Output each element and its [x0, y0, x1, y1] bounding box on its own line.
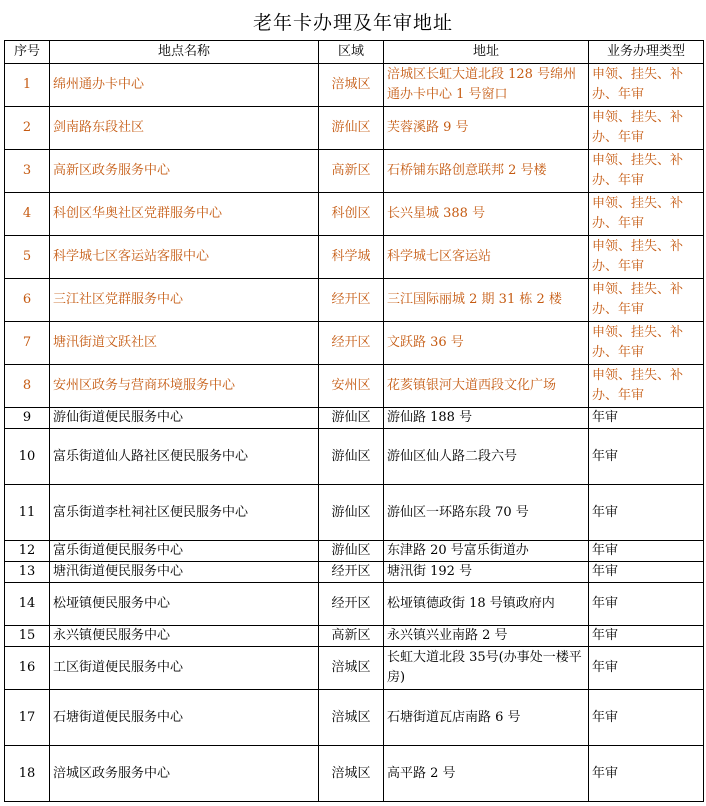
row-area: 安州区 [319, 365, 384, 408]
row-type: 年审 [589, 647, 704, 690]
row-address: 永兴镇兴业南路 2 号 [384, 626, 589, 647]
table-row [5, 150, 704, 193]
row-address: 石塘街道瓦店南路 6 号 [384, 690, 589, 746]
row-name: 塘汛街道便民服务中心 [50, 562, 319, 583]
row-address: 游仙区仙人路二段六号 [384, 429, 589, 485]
row-address: 高平路 2 号 [384, 746, 589, 802]
row-number: 6 [5, 279, 50, 322]
row-name: 富乐街道仙人路社区便民服务中心 [50, 429, 319, 485]
row-area: 涪城区 [319, 746, 384, 802]
row-type: 申领、挂失、补办、年审 [589, 365, 704, 408]
header-address: 地址 [384, 41, 589, 64]
header-no: 序号 [5, 41, 50, 64]
row-type: 年审 [589, 690, 704, 746]
row-number: 3 [5, 150, 50, 193]
row-type: 申领、挂失、补办、年审 [589, 236, 704, 279]
table-row [5, 626, 704, 647]
row-address: 芙蓉溪路 9 号 [384, 107, 589, 150]
table-row [5, 279, 704, 322]
row-area: 游仙区 [319, 541, 384, 562]
row-address: 三江国际丽城 2 期 31 栋 2 楼 [384, 279, 589, 322]
row-area: 游仙区 [319, 408, 384, 429]
row-address: 长兴星城 388 号 [384, 193, 589, 236]
row-name: 科学城七区客运站客服中心 [50, 236, 319, 279]
row-address: 科学城七区客运站 [384, 236, 589, 279]
row-type: 年审 [589, 562, 704, 583]
row-address: 长虹大道北段 35号(办事处一楼平房) [384, 647, 589, 690]
row-address: 花荄镇银河大道西段文化广场 [384, 365, 589, 408]
row-name: 石塘街道便民服务中心 [50, 690, 319, 746]
row-area: 涪城区 [319, 690, 384, 746]
table-row [5, 193, 704, 236]
table-row [5, 365, 704, 408]
row-name: 塘汛街道文跃社区 [50, 322, 319, 365]
row-area: 游仙区 [319, 429, 384, 485]
row-type: 申领、挂失、补办、年审 [589, 279, 704, 322]
table-row [5, 429, 704, 485]
row-number: 18 [5, 746, 50, 802]
row-type: 年审 [589, 746, 704, 802]
row-name: 三江社区党群服务中心 [50, 279, 319, 322]
row-area: 科学城 [319, 236, 384, 279]
row-name: 高新区政务服务中心 [50, 150, 319, 193]
row-area: 涪城区 [319, 64, 384, 107]
row-type: 年审 [589, 429, 704, 485]
row-number: 4 [5, 193, 50, 236]
row-type: 申领、挂失、补办、年审 [589, 64, 704, 107]
row-type: 年审 [589, 626, 704, 647]
row-address: 涪城区长虹大道北段 128 号绵州通办卡中心 1 号窗口 [384, 64, 589, 107]
row-area: 经开区 [319, 322, 384, 365]
row-number: 1 [5, 64, 50, 107]
row-number: 11 [5, 485, 50, 541]
row-area: 经开区 [319, 583, 384, 626]
table-row [5, 236, 704, 279]
row-number: 15 [5, 626, 50, 647]
row-number: 10 [5, 429, 50, 485]
header-name: 地点名称 [50, 41, 319, 64]
row-number: 12 [5, 541, 50, 562]
row-area: 高新区 [319, 626, 384, 647]
row-address: 游仙区一环路东段 70 号 [384, 485, 589, 541]
row-type: 申领、挂失、补办、年审 [589, 150, 704, 193]
row-area: 游仙区 [319, 485, 384, 541]
table-row [5, 107, 704, 150]
table-row [5, 64, 704, 107]
row-name: 绵州通办卡中心 [50, 64, 319, 107]
row-name: 富乐街道李杜祠社区便民服务中心 [50, 485, 319, 541]
row-number: 7 [5, 322, 50, 365]
row-type: 年审 [589, 541, 704, 562]
row-number: 9 [5, 408, 50, 429]
row-address: 文跃路 36 号 [384, 322, 589, 365]
row-name: 工区街道便民服务中心 [50, 647, 319, 690]
table-row [5, 647, 704, 690]
table-row [5, 408, 704, 429]
row-number: 17 [5, 690, 50, 746]
row-number: 2 [5, 107, 50, 150]
row-type: 申领、挂失、补办、年审 [589, 193, 704, 236]
row-name: 永兴镇便民服务中心 [50, 626, 319, 647]
row-type: 申领、挂失、补办、年审 [589, 322, 704, 365]
row-address: 游仙路 188 号 [384, 408, 589, 429]
row-area: 涪城区 [319, 647, 384, 690]
row-name: 富乐街道便民服务中心 [50, 541, 319, 562]
row-area: 高新区 [319, 150, 384, 193]
row-number: 8 [5, 365, 50, 408]
row-address: 东津路 20 号富乐街道办 [384, 541, 589, 562]
row-area: 游仙区 [319, 107, 384, 150]
row-type: 年审 [589, 583, 704, 626]
header-type: 业务办理类型 [589, 41, 704, 64]
row-address: 石桥铺东路创意联邦 2 号楼 [384, 150, 589, 193]
table-row [5, 583, 704, 626]
table-row [5, 562, 704, 583]
row-number: 5 [5, 236, 50, 279]
address-table [4, 40, 704, 802]
table-row [5, 322, 704, 365]
row-name: 涪城区政务服务中心 [50, 746, 319, 802]
row-type: 申领、挂失、补办、年审 [589, 107, 704, 150]
row-name: 安州区政务与营商环境服务中心 [50, 365, 319, 408]
row-name: 科创区华奥社区党群服务中心 [50, 193, 319, 236]
row-type: 年审 [589, 485, 704, 541]
row-area: 科创区 [319, 193, 384, 236]
row-address: 塘汛街 192 号 [384, 562, 589, 583]
row-name: 剑南路东段社区 [50, 107, 319, 150]
table-row [5, 746, 704, 802]
row-number: 13 [5, 562, 50, 583]
row-address: 松垭镇德政街 18 号镇政府内 [384, 583, 589, 626]
row-number: 14 [5, 583, 50, 626]
row-number: 16 [5, 647, 50, 690]
table-row [5, 485, 704, 541]
row-name: 松垭镇便民服务中心 [50, 583, 319, 626]
header-area: 区域 [319, 41, 384, 64]
row-type: 年审 [589, 408, 704, 429]
page-title: 老年卡办理及年审地址 [252, 12, 453, 34]
table-header-row [5, 41, 704, 64]
row-area: 经开区 [319, 279, 384, 322]
table-row [5, 690, 704, 746]
row-name: 游仙街道便民服务中心 [50, 408, 319, 429]
table-row [5, 541, 704, 562]
row-area: 经开区 [319, 562, 384, 583]
